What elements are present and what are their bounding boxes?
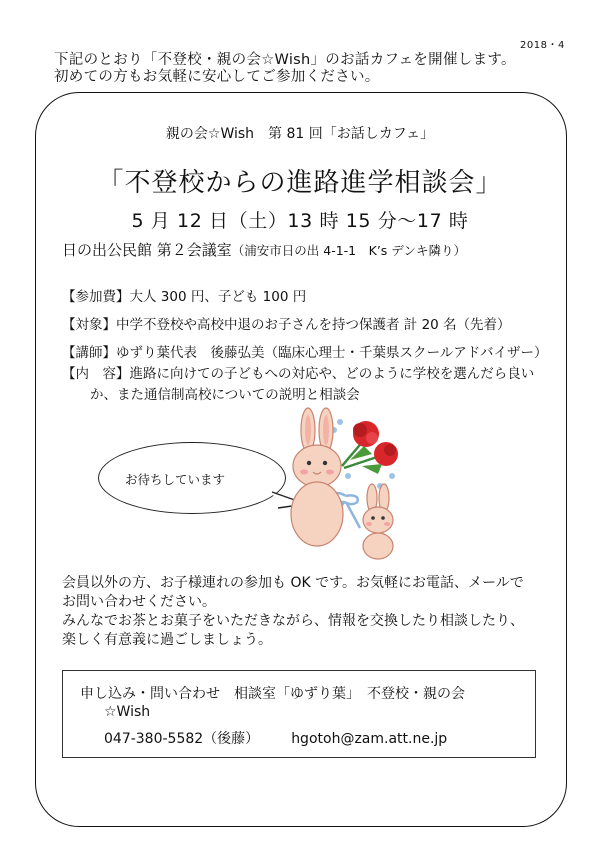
intro-line-1: 下記のとおり「不登校・親の会☆Wish」のお話カフェを開催します。: [54, 52, 516, 68]
note-line-1: 会員以外の方、お子様連れの参加も OK です。お気軽にお電話、メールで: [62, 575, 524, 591]
note-line-2: お問い合わせください。: [62, 594, 216, 610]
contact-group-name: ☆Wish: [104, 704, 151, 720]
lecturer-info: 【講師】ゆずり葉代表 後藤弘美（臨床心理士・千葉県スクールアドバイザー）: [62, 345, 548, 361]
contact-phone: 047-380-5582（後藤）: [104, 731, 260, 747]
note-line-3: みんなでお茶とお菓子をいただきながら、情報を交換したり相談したり、: [62, 613, 524, 629]
venue-name: 日の出公民館 第２会議室: [62, 241, 232, 259]
content-info-line-1: 【内 容】進路に向けての子どもへの対応や、どのように学校を選んだら良い: [62, 366, 535, 382]
target-info: 【対象】中学不登校や高校中退のお子さんを持つ保護者 計 20 名（先着）: [62, 317, 511, 333]
venue-address-note: （浦安市日の出 4-1-1 K’s デンキ隣り）: [231, 243, 467, 258]
contact-email: hgotoh@zam.att.ne.jp: [291, 731, 448, 747]
fee-info: 【参加費】大人 300 円、子ども 100 円: [62, 289, 307, 305]
contact-heading: 申し込み・問い合わせ 相談室「ゆずり葉」 不登校・親の会: [80, 686, 465, 702]
note-line-4: 楽しく有意義に過ごしましょう。: [62, 632, 272, 648]
event-venue: [62, 239, 466, 260]
rabbit-child-icon: [363, 484, 393, 559]
contact-details: [104, 728, 447, 748]
content-info-line-2: か、また通信制高校についての説明と相談会: [90, 387, 360, 403]
issue-date: 2018・4: [520, 40, 565, 51]
carnation-flower-icon: [342, 421, 398, 474]
rabbits-illustration: [268, 400, 418, 560]
speech-bubble-text: お待ちしています: [125, 472, 226, 487]
event-datetime: 5 月 12 日（土）13 時 15 分～17 時: [131, 210, 469, 232]
event-subtitle: 親の会☆Wish 第 81 回「お話しカフェ」: [165, 126, 435, 142]
event-title: 「不登校からの進路進学相談会」: [97, 168, 503, 198]
intro-line-2: 初めての方もお気軽に安心してご参加ください。: [54, 69, 380, 85]
